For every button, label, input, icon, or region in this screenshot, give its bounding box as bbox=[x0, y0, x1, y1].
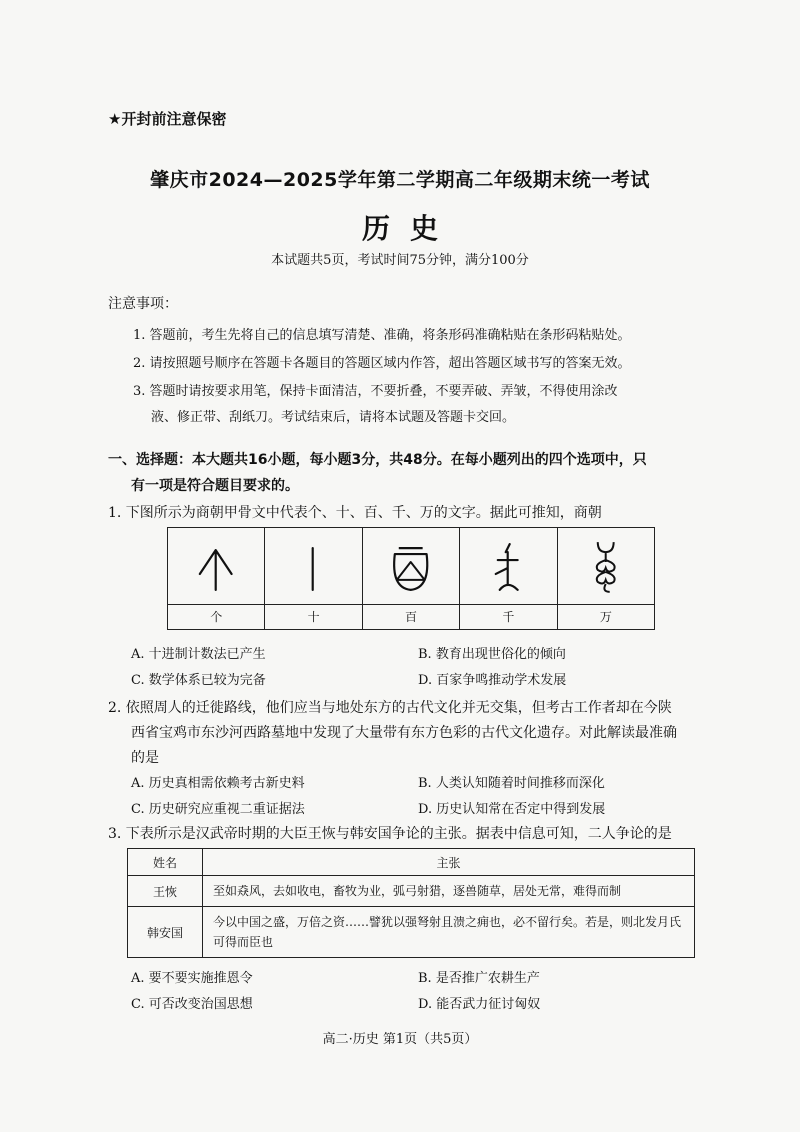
q2-option-a[interactable]: A. 历史真相需依赖考古新史料 bbox=[131, 776, 305, 791]
q2-option-c[interactable]: C. 历史研究应重视二重证据法 bbox=[131, 802, 305, 817]
table-row bbox=[128, 907, 695, 958]
question-1-stem: 1. 下图所示为商朝甲骨文中代表个、十、百、千、万的文字。据此可推知，商朝 bbox=[108, 505, 602, 521]
q2-option-d[interactable]: D. 历史认知常在否定中得到发展 bbox=[418, 802, 606, 817]
q1-option-a[interactable]: A. 十进制计数法已产生 bbox=[131, 647, 266, 662]
q3-option-a[interactable]: A. 要不要实施推恩令 bbox=[131, 971, 253, 986]
oracle-glyph-ge bbox=[168, 528, 264, 606]
question-2-stem-cont: 西省宝鸡市东沙河西路墓地中发现了大量带有东方色彩的古代文化遗存。对此解读最准确 bbox=[131, 725, 677, 741]
table-row bbox=[128, 876, 695, 907]
page-footer: 高二·历史 第1页（共5页） bbox=[322, 1032, 478, 1047]
oracle-glyph-wan bbox=[558, 528, 654, 606]
policy-table bbox=[127, 848, 695, 958]
notice-item: 1. 答题前，考生先将自己的信息填写清楚、准确，将条形码准确粘贴在条形码粘贴处。 bbox=[133, 328, 631, 343]
question-2-stem: 2. 依照周人的迁徙路线，他们应当与地处东方的古代文化并无交集，但考古工作者却在今陕 bbox=[108, 700, 672, 716]
oracle-glyph-shi bbox=[265, 528, 361, 606]
subject-title: 历史 bbox=[361, 212, 458, 245]
oracle-label: 千 bbox=[460, 604, 556, 629]
oracle-cell bbox=[168, 528, 265, 629]
confidential-notice: ★开封前注意保密 bbox=[108, 110, 227, 128]
oracle-bone-table bbox=[167, 527, 655, 630]
notice-item-continuation: 液、修正带、刮纸刀。考试结束后，请将本试题及答题卡交回。 bbox=[151, 410, 516, 425]
oracle-label: 十 bbox=[265, 604, 361, 629]
table-cell-name: 韩安国 bbox=[128, 907, 203, 958]
q3-option-c[interactable]: C. 可否改变治国思想 bbox=[131, 997, 253, 1012]
oracle-cell bbox=[460, 528, 557, 629]
q1-option-b[interactable]: B. 教育出现世俗化的倾向 bbox=[418, 647, 566, 662]
table-cell-claim: 至如猋风，去如收电，畜牧为业，弧弓射猎，逐兽随草，居处无常，难得而制 bbox=[203, 876, 695, 907]
exam-title: 肇庆市2024—2025学年第二学期高二年级期末统一考试 bbox=[150, 169, 650, 191]
notice-item: 2. 请按照题号顺序在答题卡各题目的答题区域内作答，超出答题区域书写的答案无效。 bbox=[133, 356, 631, 371]
oracle-label: 个 bbox=[168, 604, 264, 629]
oracle-label: 万 bbox=[558, 604, 654, 629]
question-3-stem: 3. 下表所示是汉武帝时期的大臣王恢与韩安国争论的主张。据表中信息可知，二人争论的是 bbox=[108, 826, 672, 842]
notice-title: 注意事项： bbox=[108, 296, 178, 312]
table-cell-name: 王恢 bbox=[128, 876, 203, 907]
q1-option-d[interactable]: D. 百家争鸣推动学术发展 bbox=[418, 673, 567, 688]
section-heading-cont: 有一项是符合题目要求的。 bbox=[131, 478, 299, 494]
oracle-cell bbox=[558, 528, 654, 629]
q1-option-c[interactable]: C. 数学体系已较为完备 bbox=[131, 673, 266, 688]
oracle-glyph-qian bbox=[460, 528, 556, 606]
table-header-row bbox=[128, 849, 695, 876]
table-header-name: 姓名 bbox=[128, 849, 203, 876]
q3-option-b[interactable]: B. 是否推广农耕生产 bbox=[418, 971, 540, 986]
oracle-cell bbox=[363, 528, 460, 629]
section-heading: 一、选择题：本大题共16小题，每小题3分，共48分。在每小题列出的四个选项中，只 bbox=[108, 452, 647, 468]
oracle-glyph-bai bbox=[363, 528, 459, 606]
table-header-claim: 主张 bbox=[203, 849, 695, 876]
notice-item: 3. 答题时请按要求用笔，保持卡面清洁，不要折叠，不要弄破、弄皱，不得使用涂改 bbox=[133, 384, 618, 399]
exam-info: 本试题共5页，考试时间75分钟，满分100分 bbox=[271, 253, 529, 268]
q3-option-d[interactable]: D. 能否武力征讨匈奴 bbox=[418, 997, 541, 1012]
q2-option-b[interactable]: B. 人类认知随着时间推移而深化 bbox=[418, 776, 605, 791]
oracle-label: 百 bbox=[363, 604, 459, 629]
table-cell-claim: 今以中国之盛，万倍之资……譬犹以强弩射且溃之痈也，必不留行矣。若是，则北发月氏可得而臣也 bbox=[203, 907, 695, 958]
oracle-cell bbox=[265, 528, 362, 629]
question-2-stem-cont: 的是 bbox=[131, 750, 159, 766]
